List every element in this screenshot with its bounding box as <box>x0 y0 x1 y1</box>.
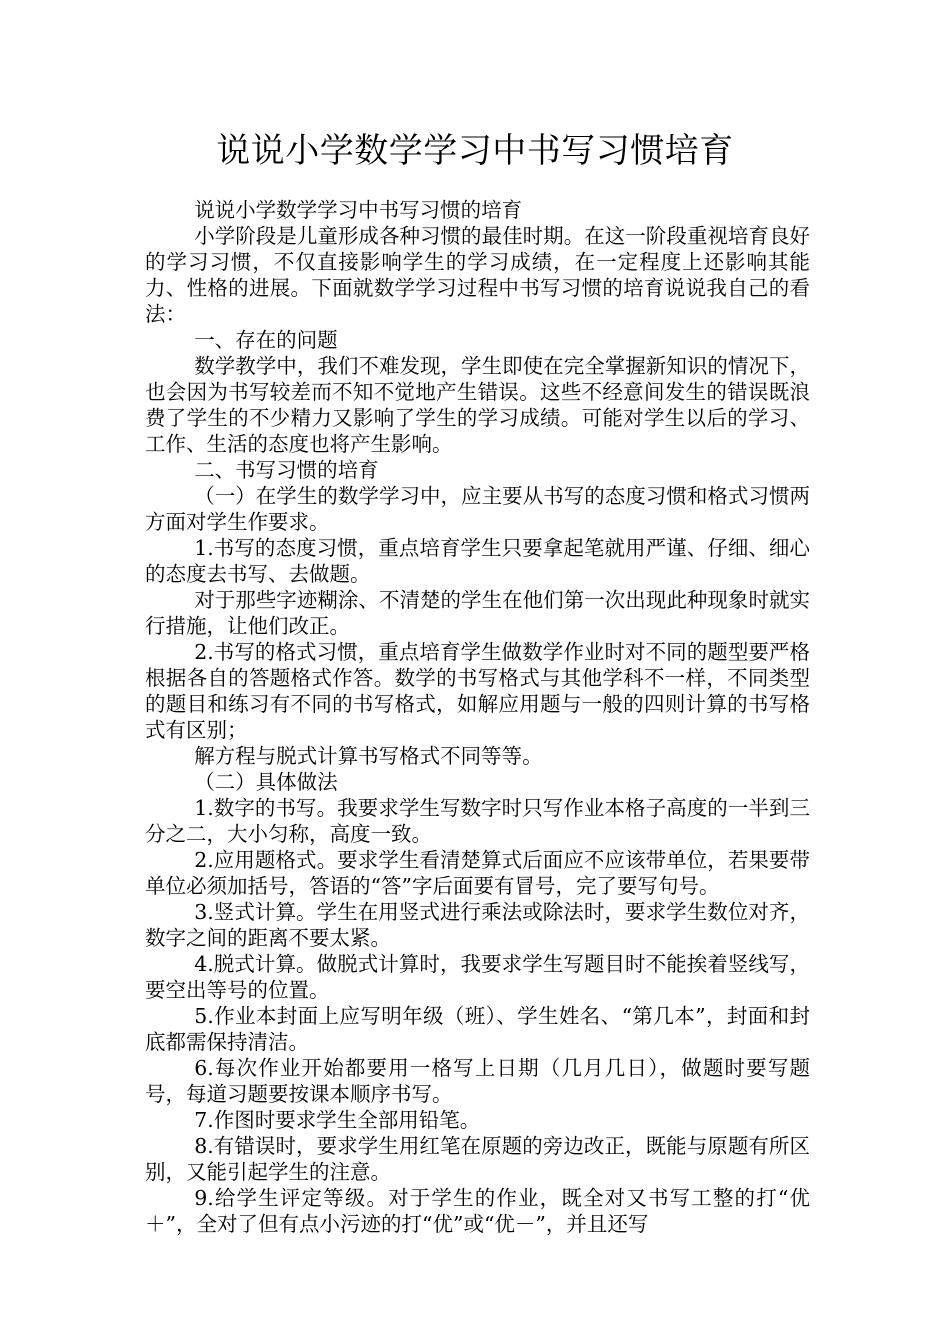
paragraph-correction: 对于那些字迹糊涂、不清楚的学生在他们第一次出现此种现象时就实行措施，让他们改正。 <box>145 588 810 638</box>
list-item-5: 5.作业本封面上应写明年级（班）、学生姓名、“第几本”，封面和封底都需保持清洁。 <box>145 1004 810 1054</box>
list-item-9: 9.给学生评定等级。对于学生的作业，既全对又书写工整的打“优＋”，全对了但有点小污迹的打“优”或“优－”，并且还写 <box>145 1186 810 1236</box>
heading-problems: 一、存在的问题 <box>194 328 338 352</box>
document-title: 说说小学数学学习中书写习惯培育 <box>216 131 734 171</box>
list-item-2: 2.应用题格式。要求学生看清楚算式后面应不应该带单位，若果要带单位必须加括号，答语的“答”字后面要有冒号，完了要写句号。 <box>145 848 810 898</box>
list-item-6: 6.每次作业开始都要用一格写上日期（几月几日），做题时要写题号，每道习题要按课本顺序书写。 <box>145 1056 810 1106</box>
paragraph-attitude-habit: 1.书写的态度习惯，重点培育学生只要拿起笔就用严谨、仔细、细心的态度去书写、去做题。 <box>145 536 810 586</box>
list-item-1: 1.数字的书写。我要求学生写数字时只写作业本格子高度的一半到三分之二，大小匀称，高度一致。 <box>145 796 810 846</box>
paragraph-equations: 解方程与脱式计算书写格式不同等等。 <box>194 744 543 768</box>
list-item-4: 4.脱式计算。做脱式计算时，我要求学生写题目时不能挨着竖线写，要空出等号的位置。 <box>145 952 810 1002</box>
heading-methods: （二）具体做法 <box>194 770 338 794</box>
list-item-3: 3.竖式计算。学生在用竖式进行乘法或除法时，要求学生数位对齐，数字之间的距离不要太紧。 <box>145 900 810 950</box>
paragraph-problems: 数学教学中，我们不难发现，学生即使在完全掌握新知识的情况下，也会因为书写较差而不知不觉地产生错误。这些不经意间发生的错误既浪费了学生的不少精力又影响了学生的学习成绩。可能对学生以后的学习、工作、生活的态度也将产生影响。 <box>145 354 810 456</box>
heading-cultivation: 二、书写习惯的培育 <box>194 458 379 482</box>
paragraph-intro: 小学阶段是儿童形成各种习惯的最佳时期。在这一阶段重视培育良好的学习习惯，不仅直接影响学生的学习成绩，在一定程度上还影响其能力、性格的进展。下面就数学学习过程中书写习惯的培育说说我自己的看法： <box>145 224 810 326</box>
document-body <box>145 197 810 1237</box>
list-item-8: 8.有错误时，要求学生用红笔在原题的旁边改正，既能与原题有所区别，又能引起学生的注意。 <box>145 1134 810 1184</box>
paragraph-section-1: （一）在学生的数学学习中，应主要从书写的态度习惯和格式习惯两方面对学生作要求。 <box>145 484 810 534</box>
paragraph-format-habit: 2.书写的格式习惯，重点培育学生做数学作业时对不同的题型要严格根据各自的答题格式作答。数学的书写格式与其他学科不一样，不同类型的题目和练习有不同的书写格式，如解应用题与一般的四则计算的书写格式有区别； <box>145 640 810 742</box>
paragraph-subtitle: 说说小学数学学习中书写习惯的培育 <box>194 198 523 222</box>
list-item-7: 7.作图时要求学生全部用铅笔。 <box>194 1108 481 1132</box>
